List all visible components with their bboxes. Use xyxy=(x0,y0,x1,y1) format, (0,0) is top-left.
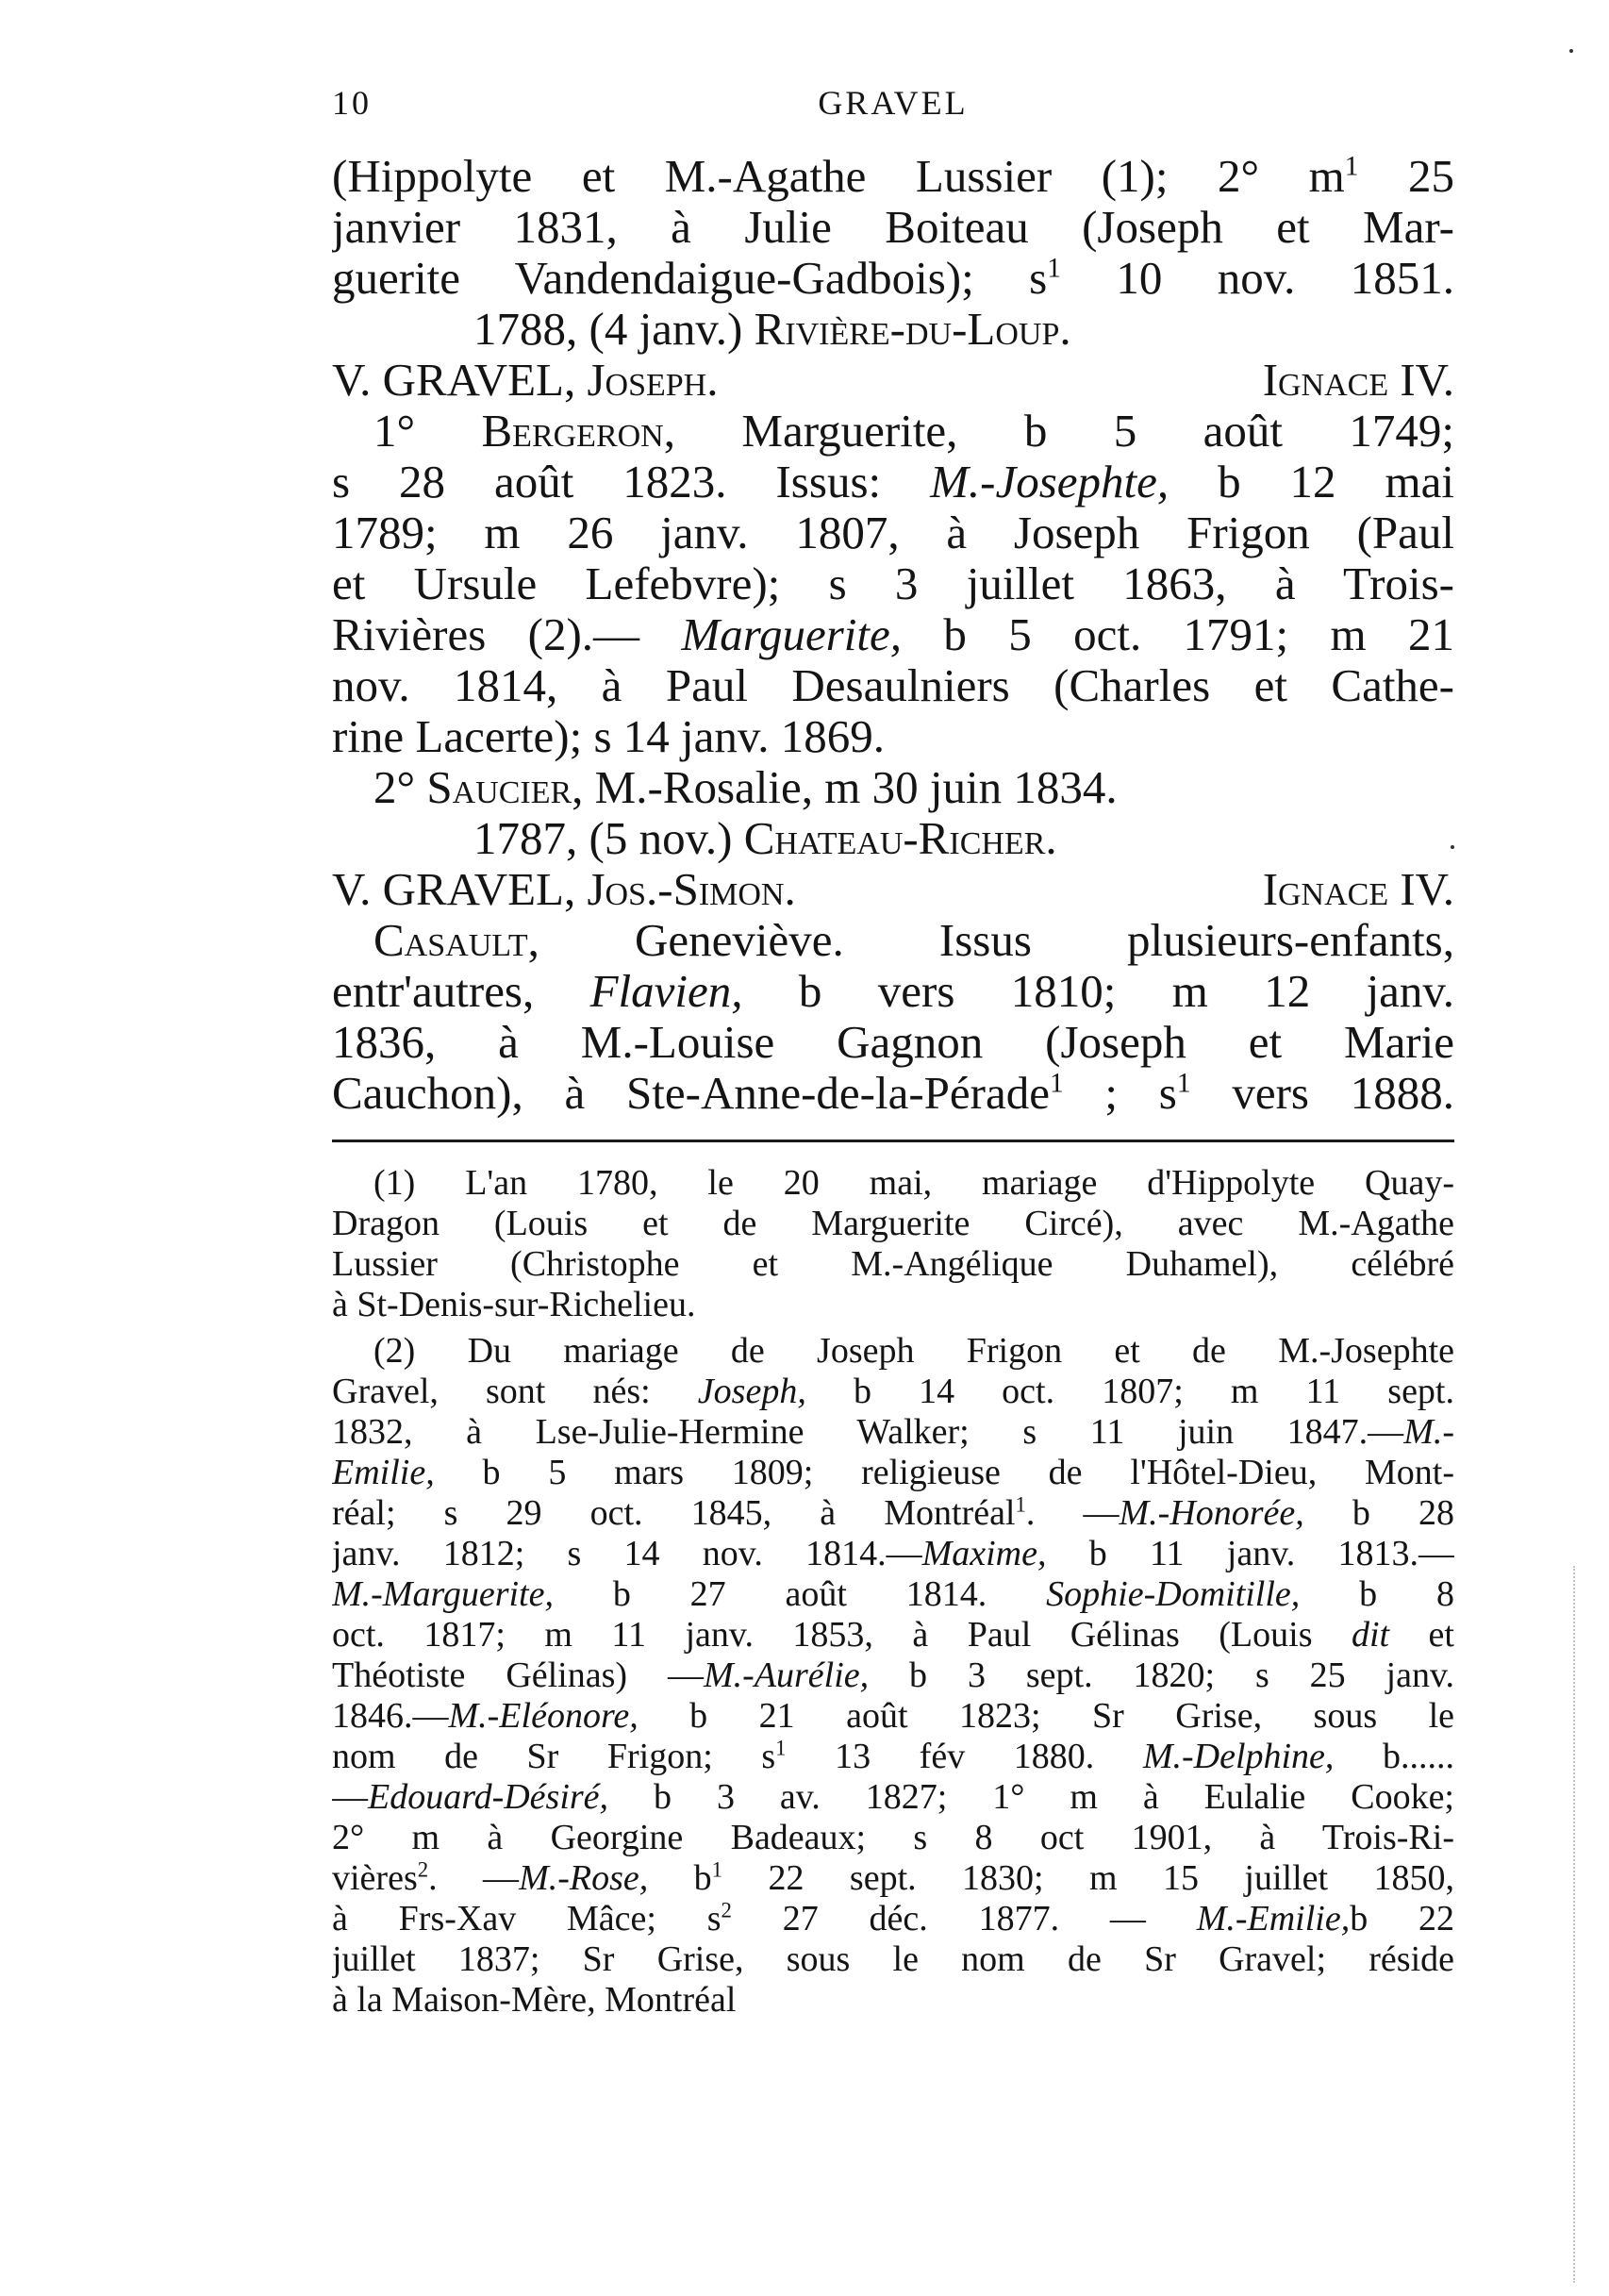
text-line: entr'autres, Flavien, b vers 1810; m 12 janv. xyxy=(332,966,1454,1017)
entry-heading: V. GRAVEL, Joseph. Ignace IV. xyxy=(332,355,1454,406)
text-line: et Ursule Lefebvre); s 3 juillet 1863, à Trois- xyxy=(332,558,1454,609)
footnote-line: M.-Marguerite, b 27 août 1814. Sophie-Domitille, b 8 xyxy=(332,1574,1454,1614)
footnote-line: 1832, à Lse-Julie-Hermine Walker; s 11 juin 1847.—M.- xyxy=(332,1412,1454,1452)
footnote-line: Théotiste Gélinas) —M.-Aurélie, b 3 sept. 1820; s 25 janv. xyxy=(332,1655,1454,1695)
entry-date-heading: 1788, (4 janv.) Rivière-du-Loup. xyxy=(473,304,1071,355)
footnote-line: vières$^2$. —M.-Rose, $b^1$ 22 sept. 1830; m 15 juillet 1850, xyxy=(332,1858,1454,1898)
footnote-line: Dragon (Louis et de Marguerite Circé), avec M.-Agathe xyxy=(332,1204,1454,1243)
scan-speck xyxy=(1569,49,1573,53)
footnote-line: janv. 1812; s 14 nov. 1814.—Maxime, b 11 janv. 1813.— xyxy=(332,1534,1454,1573)
entry-heading: V. GRAVEL, Jos.-Simon. Ignace IV. xyxy=(332,864,1454,915)
main-text xyxy=(332,151,1454,2021)
text-line: 1789; m 26 janv. 1807, à Joseph Frigon (Paul xyxy=(332,507,1454,558)
footnote-rule xyxy=(332,1140,1454,1142)
footnote-line: à la Maison-Mère, Montréal xyxy=(332,1980,737,2020)
footnote-line: Gravel, sont nés: Joseph, b 14 oct. 1807; m 11 sept. xyxy=(332,1372,1454,1411)
footnote-line: à Frs-Xav Mâce; $s^2$ 27 déc. 1877. — M.-Emilie,b 22 xyxy=(332,1899,1454,1938)
footnote-line: 1846.—M.-Eléonore, b 21 août 1823; Sr Grise, sous le xyxy=(332,1696,1454,1736)
entry-date-heading: 1787, (5 nov.) Chateau-Richer. xyxy=(473,813,1057,864)
footnote-line: —Edouard-Désiré, b 3 av. 1827; 1° m à Eulalie Cooke; xyxy=(332,1777,1454,1817)
text-line: 1836, à M.-Louise Gagnon (Joseph et Marie xyxy=(332,1017,1454,1068)
text-line: s 28 août 1823. Issus: M.-Josephte, b 12 mai xyxy=(332,457,1454,507)
text-line: Casault, Geneviève. Issus plusieurs-enfants, xyxy=(373,915,1454,966)
text-line: Cauchon), à Ste-Anne-de-la-Pérade$^1$ ; $s^1$ vers 1888. xyxy=(332,1068,1454,1119)
scan-margin-artifact xyxy=(1573,1566,1583,2283)
text-line: guerite Vandendaigue-Gadbois); $s^1$ 10 nov. 1851. xyxy=(332,253,1454,304)
text-line: (Hippolyte et M.-Agathe Lussier (1); 2° $m^1$ 25 xyxy=(332,151,1454,202)
text-line: rine Lacerte); s 14 janv. 1869. xyxy=(332,711,885,762)
footnote-line: oct. 1817; m 11 janv. 1853, à Paul Gélinas (Louis dit et xyxy=(332,1615,1454,1655)
text-line: Rivières (2).— Marguerite, b 5 oct. 1791; m 21 xyxy=(332,609,1454,660)
text-line: 1° Bergeron, Marguerite, b 5 août 1749; xyxy=(373,406,1454,457)
footnote-line: (2) Du mariage de Joseph Frigon et de M.-Josephte xyxy=(373,1331,1454,1371)
text-line: 2° Saucier, M.-Rosalie, m 30 juin 1834. xyxy=(373,762,1118,813)
text-line: janvier 1831, à Julie Boiteau (Joseph et Mar- xyxy=(332,202,1454,253)
page-header xyxy=(332,83,1454,130)
footnote-line: juillet 1837; Sr Grise, sous le nom de Sr Gravel; réside xyxy=(332,1939,1454,1979)
scan-speck xyxy=(1451,845,1454,849)
footnote-line: 2° m à Georgine Badeaux; s 8 oct 1901, à Trois-Ri- xyxy=(332,1818,1454,1857)
running-head: GRAVEL xyxy=(818,84,969,122)
footnote-line: à St-Denis-sur-Richelieu. xyxy=(332,1285,696,1324)
footnote-line: réal; s 29 oct. 1845, à Montréal$^1$. —M.-Honorée, b 28 xyxy=(332,1493,1454,1533)
footnote-line: nom de Sr Frigon; $s^1$ 13 fév 1880. M.-Delphine, b...... xyxy=(332,1737,1454,1776)
footnote-line: Emilie, b 5 mars 1809; religieuse de l'Hôtel-Dieu, Mont- xyxy=(332,1453,1454,1492)
footnote-line: (1) L'an 1780, le 20 mai, mariage d'Hippolyte Quay- xyxy=(373,1163,1454,1203)
text-line: nov. 1814, à Paul Desaulniers (Charles et Cathe- xyxy=(332,660,1454,711)
page-number: 10 xyxy=(332,84,372,122)
footnote-line: Lussier (Christophe et M.-Angélique Duhamel), célébré xyxy=(332,1244,1454,1284)
